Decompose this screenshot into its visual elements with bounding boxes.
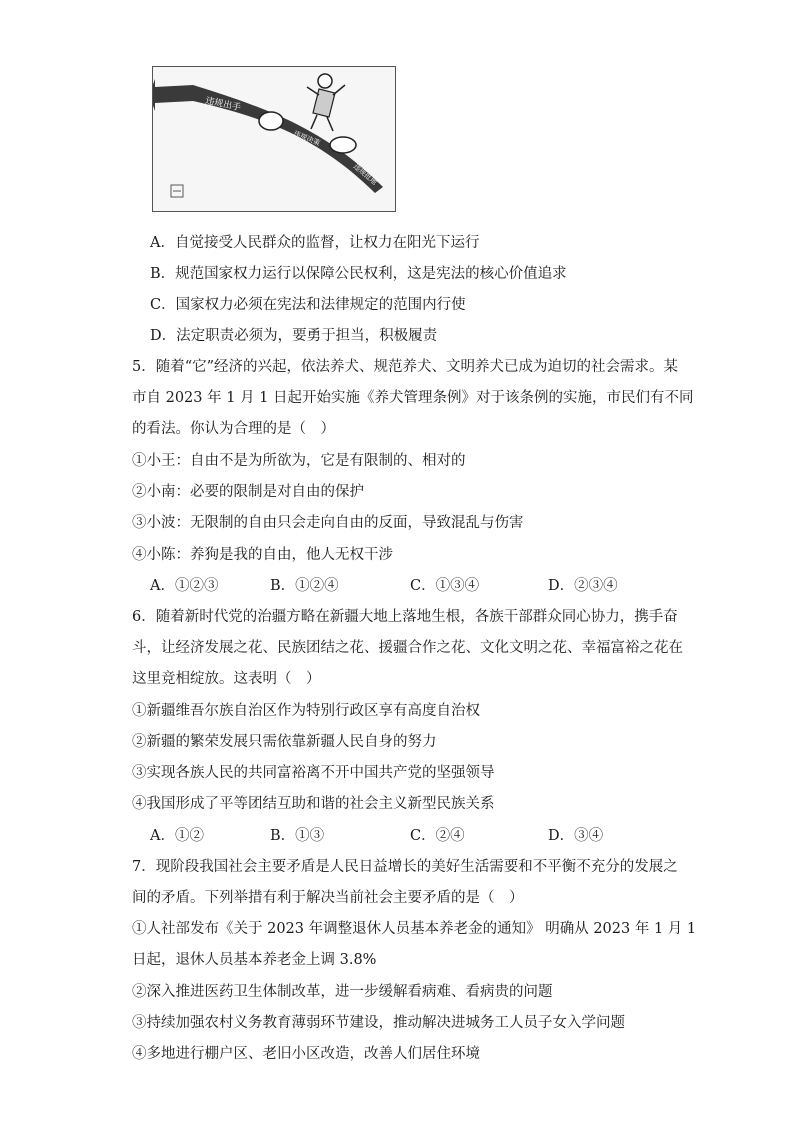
q5-choice-a: A．①②③	[150, 578, 219, 594]
q4-option-a: A．自觉接受人民群众的监督，让权力在阳光下运行	[150, 235, 480, 251]
q6-choice-d: D．③④	[548, 828, 604, 844]
q7-stem-line-1: 7．现阶段我国社会主要矛盾是人民日益增长的美好生活需要和不平衡不充分的发展之	[132, 859, 678, 875]
q5-choice-b: B．①②④	[270, 578, 339, 594]
q6-stem-line-2: 斗，让经济发展之花、民族团结之花、援疆合作之花、文化文明之花、幸福富裕之花在	[132, 640, 683, 656]
q5-item-4: ④小陈：养狗是我的自由，他人无权干涉	[132, 547, 393, 563]
q6-stem-line-1: 6．随着新时代党的治疆方略在新疆大地上落地生根，各族干部群众同心协力，携手奋	[132, 609, 678, 625]
q6-choices	[150, 826, 670, 846]
q5-stem-line-2: 市自 2023 年 1 月 1 日起开始实施《养犬管理条例》对于该条例的实施，市民们有不同	[132, 390, 694, 406]
q7-item-1-line-1: ①人社部发布《关于 2023 年调整退休人员基本养老金的通知》 明确从 2023 年 1 月 1	[132, 921, 697, 937]
arrow-label-1: 违规出手	[204, 96, 242, 114]
arrow-label-2: 违规决策	[292, 129, 322, 148]
arrow-label-3: 违规批地	[351, 162, 379, 187]
q5-choice-d: D．②③④	[548, 578, 618, 594]
q7-item-2: ②深入推进医药卫生体制改革，进一步缓解看病难、看病贵的问题	[132, 984, 553, 1000]
q5-stem-line-3: 的看法。你认为合理的是（ ）	[132, 421, 335, 437]
cartoon-drawing	[153, 67, 395, 211]
q7-item-3: ③持续加强农村义务教育薄弱环节建设，推动解决进城务工人员子女入学问题	[132, 1015, 625, 1031]
q5-choices	[150, 576, 670, 596]
q5-stem-line-1: 5．随着“它”经济的兴起，依法养犬、规范养犬、文明养犬已成为迫切的社会需求。某	[132, 359, 679, 375]
q6-item-1: ①新疆维吾尔族自治区作为特别行政区享有高度自治权	[132, 703, 480, 719]
q6-item-3: ③实现各族人民的共同富裕离不开中国共产党的坚强领导	[132, 765, 495, 781]
q6-choice-a: A．①②	[150, 828, 204, 844]
q4-option-b: B．规范国家权力运行以保障公民权利，这是宪法的核心价值追求	[150, 266, 567, 282]
q6-choice-c: C．②④	[410, 828, 465, 844]
q7-stem-line-2: 间的矛盾。下列举措有利于解决当前社会主要矛盾的是（ ）	[132, 890, 524, 906]
q6-stem-line-3: 这里竞相绽放。这表明（ ）	[132, 671, 321, 687]
q6-item-2: ②新疆的繁荣发展只需依靠新疆人民自身的努力	[132, 734, 437, 750]
cartoon-image	[152, 66, 396, 212]
q6-choice-b: B．①③	[270, 828, 325, 844]
q6-item-4: ④我国形成了平等团结互助和谐的社会主义新型民族关系	[132, 796, 495, 812]
q5-item-1: ①小王：自由不是为所欲为，它是有限制的、相对的	[132, 453, 466, 469]
q7-item-4: ④多地进行棚户区、老旧小区改造，改善人们居住环境	[132, 1046, 480, 1062]
q7-item-1-line-2: 日起，退休人员基本养老金上调 3.8%	[132, 952, 377, 968]
q5-choice-c: C．①③④	[410, 578, 480, 594]
q4-option-d: D．法定职责必须为，要勇于担当，积极履责	[150, 328, 438, 344]
q4-option-c: C．国家权力必须在宪法和法律规定的范围内行使	[150, 297, 466, 313]
q5-item-3: ③小波：无限制的自由只会走向自由的反面，导致混乱与伤害	[132, 515, 524, 531]
q5-item-2: ②小南：必要的限制是对自由的保护	[132, 484, 364, 500]
